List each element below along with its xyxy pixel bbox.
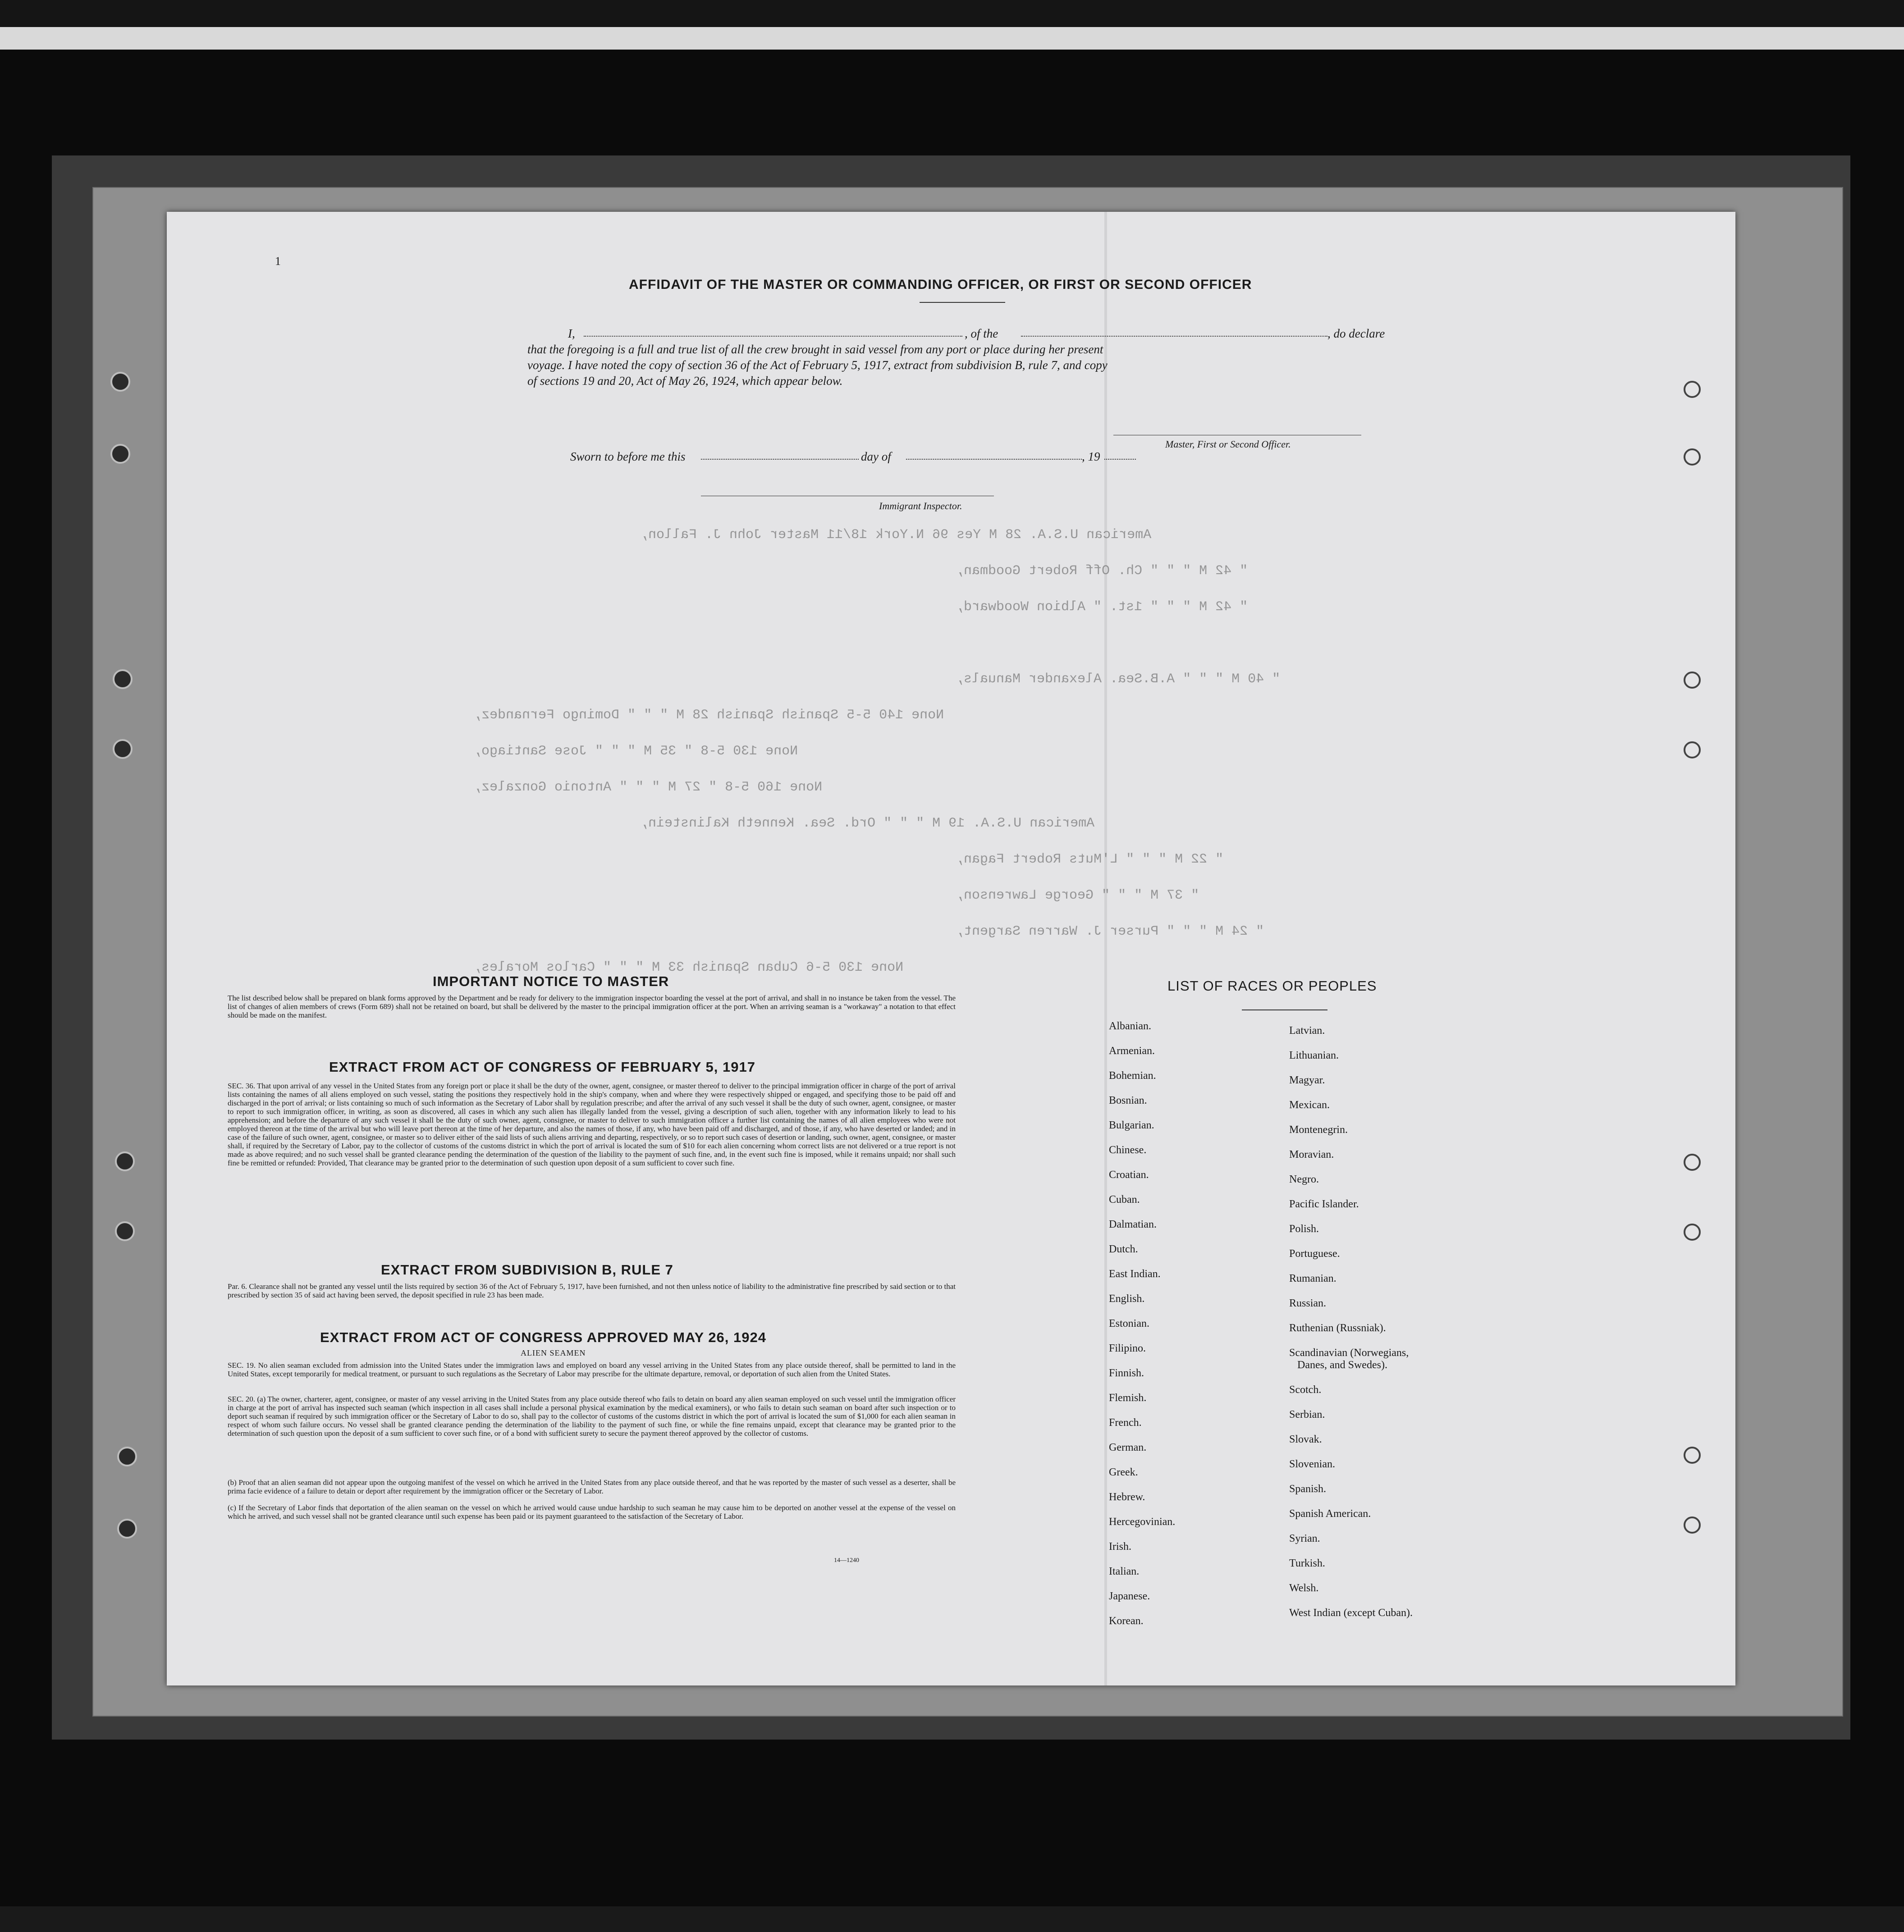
page-fold: [1104, 212, 1107, 1685]
race-item: Greek.: [1109, 1466, 1138, 1478]
punch-hole-icon: [1684, 741, 1701, 758]
notice-title: IMPORTANT NOTICE TO MASTER: [433, 973, 669, 989]
page-number: 1: [275, 255, 281, 268]
races-rule: [1242, 1009, 1327, 1010]
punch-hole-icon: [1684, 1154, 1701, 1171]
extract-1924-sec20b: (b) Proof that an alien seaman did not appear upon the outgoing manifest of the vessel on which he arrived in the United States from any place outside thereof, and that he was reported by the master of such vessel as a deserter, shall be prima facie evidence of a failure to detain or deport after requirement by the immigration officer or the Secretary of Labor.: [228, 1478, 956, 1495]
race-item: Armenian.: [1109, 1045, 1155, 1057]
race-item: Filipino.: [1109, 1343, 1146, 1354]
declaration-line2: that the foregoing is a full and true list of all the crew brought in said vessel from any port or place during her present: [527, 343, 1103, 356]
binder-hole-icon: [113, 739, 133, 759]
race-item: Spanish American.: [1289, 1508, 1371, 1520]
races-title: LIST OF RACES OR PEOPLES: [1167, 978, 1377, 994]
race-item: Slovak.: [1289, 1434, 1322, 1445]
race-item: Finnish.: [1109, 1367, 1144, 1379]
race-item: Portuguese.: [1289, 1248, 1340, 1260]
race-item: Italian.: [1109, 1566, 1140, 1577]
affidavit-title: AFFIDAVIT OF THE MASTER OR COMMANDING OFFICER, OR FIRST OR SECOND OFFICER: [629, 277, 1252, 292]
race-item: Slovenian.: [1289, 1458, 1335, 1470]
races-column-1: [1109, 1014, 1175, 1634]
affidavit-i: I,: [568, 327, 575, 340]
race-item: East Indian.: [1109, 1268, 1161, 1280]
binder-hole-icon: [110, 372, 130, 392]
extract-1924-sec19: SEC. 19. No alien seaman excluded from admission into the United States under the immigration laws and employed on board any vessel arriving in the United States from any place outside thereof, shall be permitted to land in the United States, except temporarily for medical treatment, or pursuant to such regulations as the Secretary of Labor may prescribe for the ultimate departure, removal, or deportation of such alien from the United States.: [228, 1361, 956, 1378]
sworn-year-field[interactable]: [1104, 459, 1136, 460]
race-item: Dalmatian.: [1109, 1219, 1157, 1230]
race-item: Moravian.: [1289, 1149, 1334, 1160]
race-item: Chinese.: [1109, 1144, 1147, 1156]
race-item: Spanish.: [1289, 1483, 1327, 1495]
race-item: Danes, and Swedes).: [1297, 1359, 1387, 1371]
inspector-caption: Immigrant Inspector.: [879, 500, 962, 512]
vessel-field[interactable]: [1021, 336, 1327, 337]
race-item: Ruthenian (Russniak).: [1289, 1322, 1386, 1334]
race-item: Polish.: [1289, 1223, 1319, 1235]
race-item: English.: [1109, 1293, 1145, 1305]
film-top-border: [0, 0, 1904, 59]
race-item: Lithuanian.: [1289, 1050, 1339, 1061]
name-field[interactable]: [584, 336, 962, 337]
punch-hole-icon: [1684, 1447, 1701, 1464]
of-the-label: , of the: [965, 327, 998, 340]
form-number: 14—1240: [834, 1557, 859, 1564]
binder-hole-icon: [115, 1221, 135, 1241]
sworn-label: Sworn to before me this: [570, 450, 686, 463]
notice-body: The list described below shall be prepared on blank forms approved by the Department and be ready for delivery to the immigration inspector boarding the vessel at the port of arrival, and shall in no instance be taken from the vessel. The list of changes of alien members of crews (Form 689) shall not be retained on board, but shall be delivered by the master to the principal immigration officer at the port. When an arriving seaman is a "workaway" a notation to that effect should be made on the manifest.: [228, 994, 956, 1019]
extract-rule7-title: EXTRACT FROM SUBDIVISION B, RULE 7: [381, 1262, 673, 1278]
race-item: Bohemian.: [1109, 1070, 1156, 1082]
punch-hole-icon: [1684, 1516, 1701, 1534]
extract-1924-sec20a: SEC. 20. (a) The owner, charterer, agent, consignee, or master of any vessel arriving in the United States from any place outside thereof who fails to detain on board any alien seaman employed on such vessel until the immigration officer in charge at the port of arrival has inspected such seaman (which inspection in all cases shall include a personal physical examination by the medical examiners), or who fails to detain such seaman on board after such inspection or to deport such seaman if required by such immigration officer or the Secretary of Labor to do so, shall pay to the collector of customs of the customs district in which the port of arrival is located the sum of $1,000 for each alien seaman in respect of whom such failure occurs. No vessel shall be granted clearance pending the determination of the liability to the payment of such fine, or while the fine remains unpaid, except that clearance may be granted prior to the determination of such question upon the deposit of a sum sufficient to cover such fine, or of a bond with sufficient surety to secure the payment thereof approved by the collector of customs.: [228, 1395, 956, 1438]
punch-hole-icon: [1684, 1224, 1701, 1241]
race-item: German.: [1109, 1442, 1147, 1453]
extract-1917-title: EXTRACT FROM ACT OF CONGRESS OF FEBRUARY 5, 1917: [329, 1059, 755, 1075]
race-item: Albanian.: [1109, 1020, 1151, 1032]
affidavit-page: American U.S.A. 28 M Yes 96 N.York 18/11 Master John J. Fallon, " 42 M " " " Ch. Off Robert Goodman, " 42 M " " " 1st. " Albion Woodward, " 40 M " " " A.B.Sea. Alexander Manuals, None 140 5-5 Spanish Spanish 28 M " " " Domingo Fernandez, None 130 5-8 " 35 M " " " Jose Santiago, None 160 5-8 " 27 M " " " Antonio Gonzalez, American U.S.A. 19 M " " " Ord. Sea. Kenneth Kalinstein, " 22 M " " " L'Muts Robert Fagan, " 37 M " " " George Lawrenson, " 24 M " " " Purser J. Warren Sargent, None 130 5-6 Cuban Spanish 33 M " " " Carlos Morales, 1 AFFIDAVIT OF THE MASTER OR COMMANDING OFFICER, OR FIRST OR SECOND OFFICER I, , of the , do declare that the foregoing is a full and true list of all the crew brought in said vessel from any port or place during her present voyage. I have noted the copy of section 36 of the Act of February 5, 1917, extract from subdivision B, rule 7, and copy of sections 19 and 20, Act of May 26, 1924, which appear below. Master, First or Second Officer. Sworn to before me this day of , 19 Immigrant Inspector. IMPORTANT NOTICE TO MASTER The list described below shall be prepared on blank forms approved by the Department and be ready for delivery to the immigration inspector boarding the vessel at the port of arrival, and shall in no instance be taken from the vessel. The list of changes of alien members of crews (Form 689) shall not be retained on board, but shall be delivered by the master to the principal immigration officer at the port. When an arriving seaman is a "workaway" a notation to that effect should be made on the manifest. EXTRACT FROM ACT OF CONGRESS OF FEBRUARY 5, 1917 SEC. 36. That upon arrival of any vessel in the United States from any foreign port or place it shall be the duty of the owner, agent, consignee, or master thereof to deliver to the principal immigration officer in charge of the port of arrival lists containing the names of all aliens employed on such vessel, stating the positions they respectively hold in the ship's company, when and where they were respectively shipped or engaged, and specifying those to be paid off and discharged in the port of arrival; or lists containing so much of such information as the Secretary of Labor shall by regulation prescribe; and after the arrival of any such vessel it shall be the duty of such owner, agent, consignee, or master to report to such immigration officer, in writing, as soon as discovered, all cases in which any such alien has illegally landed from the vessel, giving a description of such alien, together with any information likely to lead to his apprehension; and before the departure of any such vessel it shall be the duty of such owner, agent, consignee, or master to deliver to such immigration officer a further list containing the names of all alien employees who were not employed thereon at the time of the arrival but who will leave port thereon at the time of her departure, and also the names of those, if any, who have been paid off and discharged, and of those, if any, who have deserted or landed; and in case of the failure of such owner, agent, consignee, or master so to deliver either of the said lists of such aliens arriving and departing, respectively, or so to report such cases of desertion or landing, such owner, agent, consignee, or master shall, if required by the Secretary of Labor, pay to the collector of customs of the customs district in which the port of arrival is located the sum of $10 for each alien concerning whom correct lists are not delivered or a true report is not made as above required; and no such vessel shall be granted clearance pending the determination of the question of the liability to the payment of such fine, and, in the event such fine is imposed, while it remains unpaid; nor shall such fine be remitted or refunded: Provided, That clearance may be granted prior to the determination of such question upon deposit of a sum sufficient to cover such fine. EXTRACT FROM SUBDIVISION B, RULE 7 Par. 6. Clearance shall not be granted any vessel until the lists required by section 36 of the Act of February 5, 1917, have been furnished, and not then unless notice of liability to the administrative fine prescribed by said section or to that prescribed by section 35 of said act having been served, the deposit specified in rule 23 has been made. EXTRACT FROM ACT OF CONGRESS APPROVED MAY 26, 1924 ALIEN SEAMEN SEC. 19. No alien seaman excluded from admission into the United States under the immigration laws and employed on board any vessel arriving in the United States from any place outside thereof, shall be permitted to land in the United States, except temporarily for medical treatment, or pursuant to such regulations as the Secretary of Labor may prescribe for the ultimate departure, removal, or deportation of such alien from the United States. SEC. 20. (a) The owner, charterer, agent, consignee, or master of any vessel arriving in the United States from any place outside thereof who fails to detain on board any alien seaman employed on such vessel until the immigration officer in charge at the port of arrival has inspected such seaman (which inspection in all cases shall include a personal physical examination by the medical examiners), or who fails to detain such seaman on board after such inspection or to deport such seaman if required by such immigration officer or the Secretary of Labor to do so, shall pay to the collector of customs of the customs district in which the port of arrival is located the sum of $1,000 for each alien seaman in respect of whom such failure occurs. No vessel shall be granted clearance pending the determination of the liability to the payment of such fine, or while the fine remains unpaid, except that clearance may be granted prior to the determination of such question upon the deposit of a sum sufficient to cover such fine, or of a bond with sufficient surety to secure the payment thereof approved by the collector of customs. (b) Proof that an alien seaman did not appear upon the outgoing manifest of the vessel on which he arrived in the United States from any place outside thereof, and that he was reported by the master of such vessel as a deserter, shall be prima facie evidence of a failure to detain or deport after requirement by the immigration officer or the Secretary of Labor. (c) If the Secretary of Labor finds that deportation of the alien seaman on the vessel on which he arrived would cause undue hardship to such seaman he may cause him to be deported on another vessel at the expense of the vessel on which he arrived, and such vessel shall not be granted clearance until such expense has been paid or its payment guaranteed to the satisfaction of the Secretary of Labor. 14—1240 LIST OF RACES OR PEOPLES Albanian. Armenian. Bohemian. Bosnian. Bulgarian. Chinese. Croatian. Cuban. Dalmatian. Dutch. East Indian. English. Estonian. Filipino. Finnish. Flemish. French. German. Greek. Hebrew. Hercegovinian. Irish. Italian. Japanese. Korean. Latvian. Lithuanian. Magyar. Mexican. Montenegrin. Moravian. Negro. Pacific Islander. Polish. Portuguese. Rumanian. Russian. Ruthenian (Russniak). Scandinavian (Norwegians, Danes, and Swedes). Scotch. Serbian. Slovak. Slovenian. Spanish. Spanish American. Syrian. Turkish. Welsh. West Indian (except Cuban).: [167, 212, 1735, 1685]
race-item: Scotch.: [1289, 1384, 1322, 1396]
film-bottom-border: [0, 1906, 1904, 1932]
extract-1924-sec20c: (c) If the Secretary of Labor finds that deportation of the alien seaman on the vessel on which he arrived would cause undue hardship to such seaman he may cause him to be deported on another vessel at the expense of the vessel on which he arrived, and such vessel shall not be granted clearance until such expense has been paid or its payment guaranteed to the satisfaction of the Secretary of Labor.: [228, 1503, 956, 1521]
race-item: Bosnian.: [1109, 1095, 1147, 1106]
races-column-2: [1289, 1019, 1413, 1626]
race-item: Latvian.: [1289, 1025, 1325, 1037]
punch-hole-icon: [1684, 448, 1701, 466]
race-item: Pacific Islander.: [1289, 1198, 1359, 1210]
race-item: Dutch.: [1109, 1243, 1138, 1255]
race-item: Hercegovinian.: [1109, 1516, 1176, 1528]
race-item: Syrian.: [1289, 1533, 1320, 1544]
binder-hole-icon: [110, 444, 130, 464]
race-item: Korean.: [1109, 1615, 1144, 1627]
extract-1924-subtitle: ALIEN SEAMEN: [521, 1348, 586, 1357]
binder-hole-icon: [117, 1519, 137, 1539]
race-item: Montenegrin.: [1289, 1124, 1348, 1136]
do-declare-label: , do declare: [1327, 327, 1385, 340]
race-item: Japanese.: [1109, 1590, 1150, 1602]
race-item: Flemish.: [1109, 1392, 1147, 1404]
race-item: West Indian (except Cuban).: [1289, 1607, 1413, 1619]
race-item: Russian.: [1289, 1297, 1327, 1309]
race-item: Mexican.: [1289, 1099, 1330, 1111]
race-item: Welsh.: [1289, 1582, 1319, 1594]
race-item: French.: [1109, 1417, 1142, 1429]
binder-hole-icon: [113, 669, 133, 689]
title-rule: [920, 302, 1005, 303]
race-item: Magyar.: [1289, 1074, 1325, 1086]
race-item: Bulgarian.: [1109, 1119, 1154, 1131]
race-item: Negro.: [1289, 1174, 1319, 1185]
extract-1924-title: EXTRACT FROM ACT OF CONGRESS APPROVED MAY 26, 1924: [320, 1329, 766, 1345]
race-item: Rumanian.: [1289, 1273, 1336, 1284]
race-item: Turkish.: [1289, 1557, 1325, 1569]
race-item: Croatian.: [1109, 1169, 1149, 1181]
sworn-month-field[interactable]: [906, 459, 1082, 460]
punch-hole-icon: [1684, 381, 1701, 398]
race-item: Scandinavian (Norwegians,: [1289, 1347, 1409, 1359]
year-prefix: , 19: [1082, 450, 1100, 463]
race-item: Hebrew.: [1109, 1491, 1145, 1503]
race-item: Irish.: [1109, 1541, 1131, 1553]
day-of-label: day of: [861, 450, 891, 463]
race-item: Serbian.: [1289, 1409, 1325, 1420]
declaration-line3: voyage. I have noted the copy of section 36 of the Act of February 5, 1917, extract from subdivision B, rule 7, and copy: [527, 358, 1108, 372]
binder-hole-icon: [117, 1447, 137, 1466]
binder-hole-icon: [115, 1151, 135, 1171]
race-item: Estonian.: [1109, 1318, 1149, 1329]
punch-hole-icon: [1684, 671, 1701, 689]
declaration-line4: of sections 19 and 20, Act of May 26, 1924, which appear below.: [527, 374, 843, 388]
extract-rule7-body: Par. 6. Clearance shall not be granted any vessel until the lists required by section 36 of the Act of February 5, 1917, have been furnished, and not then unless notice of liability to the administrative fine prescribed by said section or to that prescribed by section 35 of said act having been served, the deposit specified in rule 23 has been made.: [228, 1282, 956, 1299]
race-item: Cuban.: [1109, 1194, 1140, 1206]
extract-1917-body: SEC. 36. That upon arrival of any vessel in the United States from any foreign port or place it shall be the duty of the owner, agent, consignee, or master thereof to deliver to the principal immigration officer in charge of the port of arrival lists containing the names of all aliens employed on such vessel, stating the positions they respectively hold in the ship's company, when and where they were respectively shipped or engaged, and specifying those to be paid off and discharged in the port of arrival; or lists containing so much of such information as the Secretary of Labor shall by regulation prescribe; and after the arrival of any such vessel it shall be the duty of such owner, agent, consignee, or master to report to such immigration officer, in writing, as soon as discovered, all cases in which any such alien has illegally landed from the vessel, giving a description of such alien, together with any information likely to lead to his apprehension; and before the departure of any such vessel it shall be the duty of such owner, agent, consignee, or master to deliver to such immigration officer a further list containing the names of all alien employees who were not employed thereon at the time of the arrival but who will leave port thereon at the time of her departure, and also the names of those, if any, who have been paid off and discharged, and of those, if any, who have deserted or landed; and in case of the failure of such owner, agent, consignee, or master so to deliver either of the said lists of such aliens arriving and departing, respectively, or so to report such cases of desertion or landing, such owner, agent, consignee, or master shall, if required by the Secretary of Labor, pay to the collector of customs of the customs district in which the port of arrival is located the sum of $10 for each alien concerning whom correct lists are not delivered or a true report is not made as above required; and no such vessel shall be granted clearance pending the determination of the question of the liability to the payment of such fine, and, in the event such fine is imposed, while it remains unpaid; nor shall such fine be remitted or refunded: Provided, That clearance may be granted prior to the determination of such question upon deposit of a sum sufficient to cover such fine.: [228, 1082, 956, 1167]
signature-caption: Master, First or Second Officer.: [1165, 438, 1291, 450]
sworn-day-field[interactable]: [701, 459, 859, 460]
